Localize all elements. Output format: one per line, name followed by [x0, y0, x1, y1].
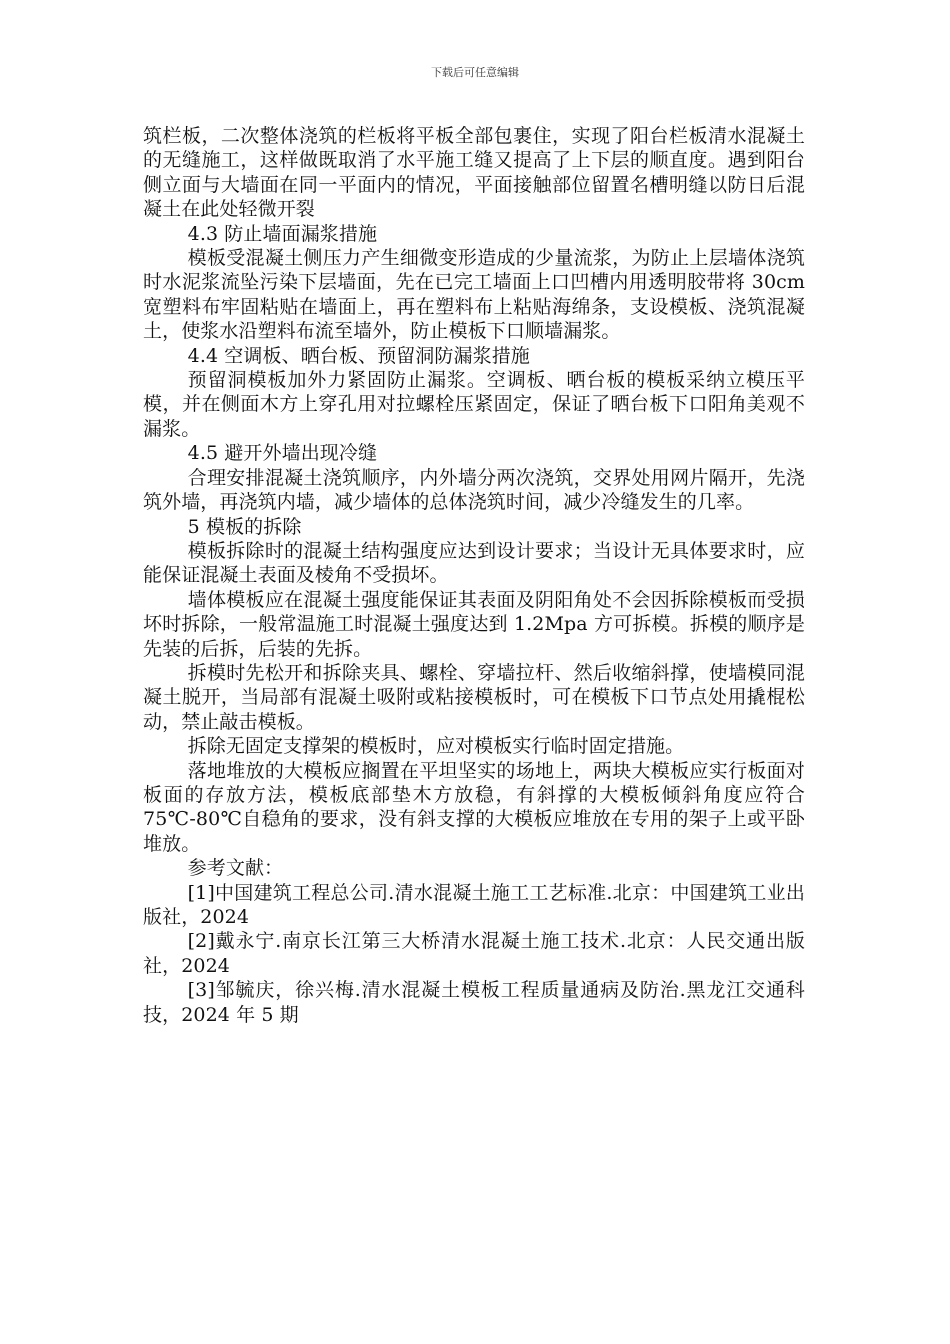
document-body	[143, 124, 805, 1027]
reference-item: [2]戴永宁.南京长江第三大桥清水混凝土施工技术.北京：人民交通出版社，2024	[143, 930, 805, 977]
heading-5: 5 模板的拆除	[187, 515, 302, 538]
paragraph-temporary-fixing: 拆除无固定支撑架的模板时，应对模板实行临时固定措施。	[187, 735, 685, 758]
paragraph-opening-leak: 预留洞模板加外力紧固防止漏浆。空调板、晒台板的模板采纳立模压平模，并在侧面木方上穿孔用对拉螺栓压紧固定，保证了晒台板下口阳角美观不漏浆。	[143, 369, 805, 440]
reference-item: [3]邹毓庆，徐兴梅.清水混凝土模板工程质量通病及防治.黑龙江交通科技，2024 年 5 期	[143, 979, 805, 1026]
reference-item: [1]中国建筑工程总公司.清水混凝土施工工艺标准.北京：中国建筑工业出版社，2024	[143, 881, 805, 928]
paragraph-balcony-continued: 筑栏板，二次整体浇筑的栏板将平板全部包裹住，实现了阳台栏板清水混凝土的无缝施工，这样做既取消了水平施工缝又提高了上下层的顺直度。遇到阳台侧立面与大墙面在同一平面内的情况，平面接触部位留置名槽明缝以防日后混凝土在此处轻微开裂	[143, 125, 805, 221]
heading-4-3: 4.3 防止墙面漏浆措施	[187, 222, 378, 245]
paragraph-wall-leak: 模板受混凝土侧压力产生细微变形造成的少量流浆，为防止上层墙体浇筑时水泥浆流坠污染下层墙面，先在已完工墙面上口凹槽内用透明胶带将 30cm 宽塑料布牢固粘贴在墙面上，再在塑料布上粘贴海绵条，支设模板、浇筑混凝土，使浆水沿塑料布流至墙外，防止模板下口顺墙漏浆。	[143, 247, 805, 343]
paragraph-cold-joint: 合理安排混凝土浇筑顺序，内外墙分两次浇筑，交界处用网片隔开，先浇筑外墙，再浇筑内墙，减少墙体的总体浇筑时间，减少冷缝发生的几率。	[143, 466, 805, 514]
page-header: 下载后可任意编辑	[431, 66, 519, 79]
heading-4-4: 4.4 空调板、晒台板、预留洞防漏浆措施	[187, 344, 530, 367]
paragraph-removal-procedure: 拆模时先松开和拆除夹具、螺栓、穿墙拉杆、然后收缩斜撑，使墙模同混凝土脱开，当局部有混凝土吸附或粘接模板时，可在模板下口节点处用撬棍松动，禁止敲击模板。	[143, 661, 805, 733]
paragraph-wall-formwork-removal: 墙体模板应在混凝土强度能保证其表面及阴阳角处不会因拆除模板而受损坏时拆除，一般常温施工时混凝土强度达到 1.2Mpa 方可拆模。拆模的顺序是先装的后拆，后装的先拆。	[143, 588, 805, 660]
paragraph-removal-strength: 模板拆除时的混凝土结构强度应达到设计要求；当设计无具体要求时，应能保证混凝土表面及棱角不受损坏。	[143, 539, 805, 587]
paragraph-storage: 落地堆放的大模板应搁置在平坦坚实的场地上，两块大模板应实行板面对板面的存放方法，模板底部垫木方放稳，有斜撑的大模板倾斜角度应符合 75℃-80℃自稳角的要求，没有斜支撑的大模板应堆放在专用的架子上或平卧堆放。	[143, 759, 805, 855]
heading-4-5: 4.5 避开外墙出现冷缝	[187, 442, 378, 465]
references-heading: 参考文献：	[187, 857, 284, 880]
